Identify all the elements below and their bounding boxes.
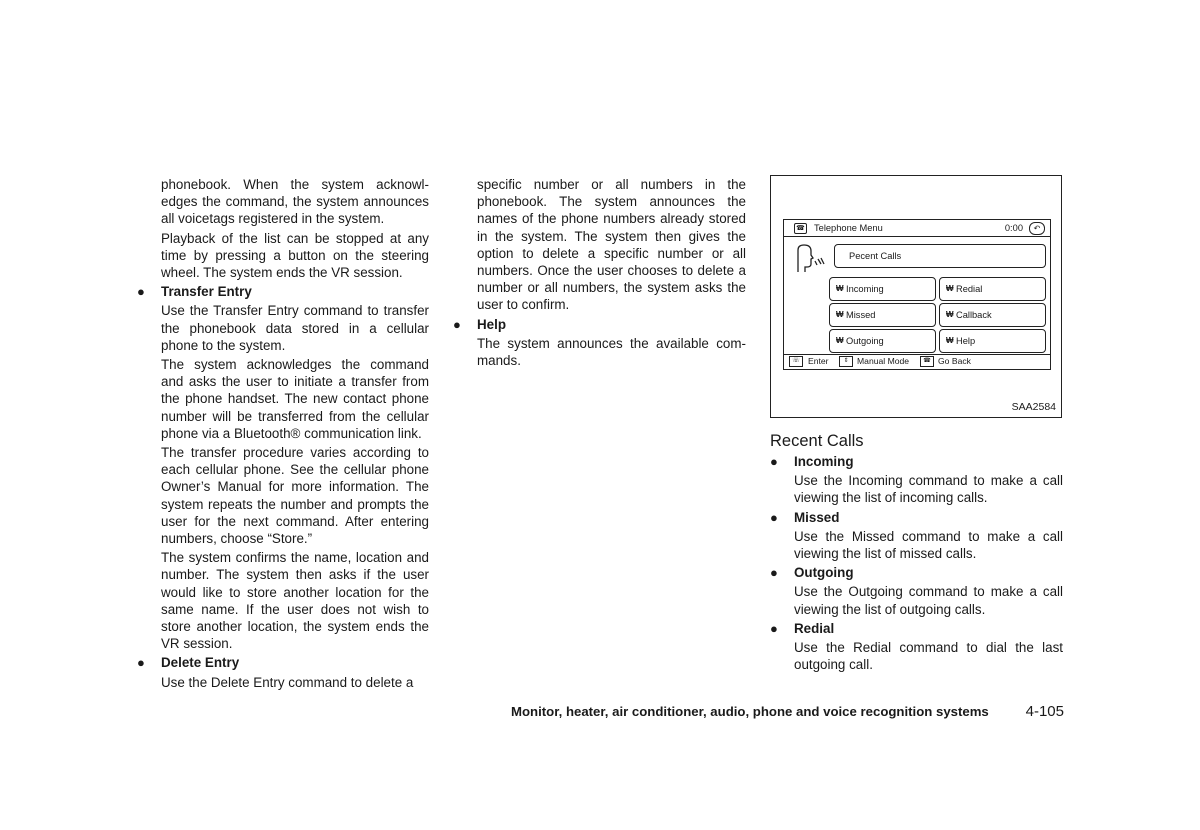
- bullet-icon: ●: [770, 509, 778, 525]
- bullet-delete-entry: [137, 654, 429, 671]
- paragraph: Use the Outgoing command to make a call viewing the list of outgoing calls.: [794, 584, 1063, 617]
- hang-up-icon: ☎: [920, 356, 934, 367]
- screen-title: Telephone Menu: [814, 223, 883, 233]
- voice-command-icon: ₩: [946, 310, 953, 319]
- paragraph: The system acknowledges the command and asks the user to initiate a transfer from the phone handset. The new contact phone number will be transferred from the cellular phone via a Bluetooth® communication link.: [161, 357, 429, 441]
- telephone-menu-screen: [783, 219, 1051, 370]
- paragraph: specific number or all numbers in the phonebook. The system announces the names of the phone numbers already stored in the system. The system then gives the option to delete a specific number or all numbers. Once the user chooses to delete a number or all numbers, the system asks the user to confirm.: [477, 177, 746, 313]
- footer-back-label: Go Back: [938, 356, 971, 366]
- footer-manual-label: Manual Mode: [857, 356, 910, 366]
- telephone-menu-figure: [770, 175, 1062, 418]
- bullet-icon: ●: [770, 565, 778, 581]
- screen-title-bar: [784, 220, 1050, 237]
- footer-section-title: Monitor, heater, air conditioner, audio, phone and voice recognition systems: [511, 704, 989, 719]
- bullet-heading: Help: [477, 316, 507, 332]
- button-label: Pecent Calls: [849, 251, 902, 261]
- bullet-heading: Outgoing: [794, 565, 854, 581]
- bullet-outgoing: [770, 564, 1063, 581]
- button-label: Outgoing: [846, 336, 884, 346]
- section-title: Recent Calls: [770, 432, 864, 450]
- bullet-icon: ●: [770, 454, 778, 469]
- outgoing-button[interactable]: [829, 329, 936, 353]
- paragraph: Use the Incoming command to make a call viewing the list of incoming calls.: [794, 473, 1063, 506]
- redial-button[interactable]: [939, 277, 1046, 301]
- button-label: Incoming: [846, 284, 884, 294]
- button-label: Missed: [846, 310, 876, 320]
- voice-command-icon: ₩: [836, 284, 843, 293]
- paragraph: The transfer procedure varies according to each cellular phone. See the cellular phone Owner’s Manual for more information. The system repeats the number and prompts the user for the next command. After entering numbers, choose “Store.”: [161, 445, 429, 547]
- callback-button[interactable]: [939, 303, 1046, 327]
- paragraph: The system announces the available com-mands.: [477, 335, 746, 369]
- bullet-help: [453, 316, 746, 333]
- missed-button[interactable]: [829, 303, 936, 327]
- voice-recognition-icon: [794, 244, 828, 274]
- middle-column: [453, 176, 746, 371]
- paragraph: Use the Delete Entry command to delete a: [161, 674, 414, 690]
- paragraph: Use the Transfer Entry command to transfer the phonebook data stored in a cellular phone to the system.: [161, 303, 429, 353]
- bullet-heading: Transfer Entry: [161, 284, 252, 300]
- voice-command-icon: ₩: [946, 336, 953, 345]
- voice-command-icon: ₩: [946, 284, 953, 293]
- incoming-button[interactable]: [829, 277, 936, 301]
- tune-switch-icon: ⇕: [839, 356, 853, 367]
- bullet-heading: Missed: [794, 509, 840, 525]
- help-button[interactable]: [939, 329, 1046, 353]
- button-label: Help: [956, 336, 976, 346]
- page-number: 4-105: [1025, 703, 1064, 720]
- bullet-transfer-entry: [137, 283, 429, 300]
- footer-enter-label: Enter: [808, 356, 829, 366]
- right-column: [770, 430, 1063, 675]
- call-timer: 0:00: [1004, 223, 1023, 233]
- screen-footer-bar: [784, 354, 1050, 369]
- bullet-heading: Delete Entry: [161, 655, 240, 671]
- bullet-redial: [770, 620, 1063, 637]
- bullet-icon: ●: [137, 655, 145, 671]
- bullet-incoming: [770, 453, 1063, 470]
- bullet-icon: ●: [770, 620, 778, 636]
- paragraph: Use the Missed command to make a call viewing the list of missed calls.: [794, 528, 1063, 562]
- bullet-heading: Incoming: [794, 454, 854, 469]
- phone-icon: ☎: [794, 223, 807, 234]
- button-label: Redial: [956, 284, 983, 294]
- left-column: [137, 176, 429, 693]
- bullet-icon: ●: [453, 316, 461, 332]
- paragraph: The system confirms the name, location and number. The system then asks if the user would like to store another location for the same name. If the user does not wish to store another location, the system ends the VR session.: [161, 550, 429, 652]
- figure-code: SAA2584: [1011, 401, 1056, 413]
- paragraph: Playback of the list can be stopped at any time by pressing a button on the steering wheel. The system ends the VR session.: [161, 230, 429, 281]
- back-icon[interactable]: ↶: [1029, 222, 1045, 235]
- button-label: Callback: [956, 310, 992, 320]
- bullet-heading: Redial: [794, 620, 835, 636]
- bullet-icon: ●: [137, 284, 145, 300]
- talk-switch-icon: ☏: [789, 356, 803, 367]
- bullet-missed: [770, 509, 1063, 526]
- paragraph: Use the Redial command to dial the last outgoing call.: [794, 640, 1063, 673]
- voice-command-icon: ₩: [836, 310, 843, 319]
- page-footer: [511, 704, 1064, 719]
- voice-command-icon: ₩: [836, 336, 843, 345]
- recent-calls-button[interactable]: [834, 244, 1046, 268]
- paragraph: phonebook. When the system acknowl-edges the command, the system announces all voicetags registered in the system.: [161, 177, 429, 227]
